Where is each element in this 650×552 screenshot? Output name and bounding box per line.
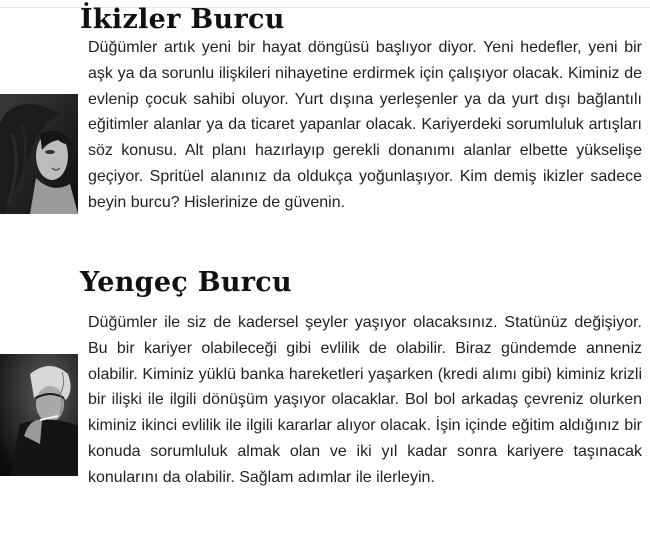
section-title-ikizler: İkizler Burcu	[80, 4, 285, 35]
smoking-woman-icon	[0, 354, 78, 476]
section-title-yengec: Yengeç Burcu	[80, 267, 292, 298]
woman-portrait-image	[0, 94, 78, 214]
section-text-yengec: Düğümler ile siz de kadersel şeyler yaşıyor olacaksınız. Statünüz değişiyor. Bu bir kariyer olabileceği gibi evlilik de olabilir. Biraz gündemde anneniz olabilir. Kiminiz yüklü banka hareketleri yaşarken (kredi alımı gibi) kiminiz krizli bir ilişki ile ilgili dönüşüm yaşıyor olacaklar. Bol bol arkadaş çevreniz olurken kiminiz ikinci evlilik ile ilgili kararlar alıyor olacak. İşin içinde eğitim aldığınız bir konuda sorumluluk almak olan ve iki yıl kadar sonra kariyere taşınacak konularını da olabilir. Sağlam adımlar ile ilerleyin.	[88, 314, 642, 486]
smoking-woman-image	[0, 354, 78, 476]
section-text-ikizler: Düğümler artık yeni bir hayat döngüsü başlıyor diyor. Yeni hedefler, yeni bir aşk ya da sorunlu ilişkileri nihayetine erdirmek için çalışıyor olacak. Kiminiz de evlenip çocuk sahibi oluyor. Yurt dışına yerleşenler ya da yurt dışı bağlantılı eğitimler alanlar ya da ticaret yapanlar olacak. Kariyerdeki sorumluluk artışları söz konusu. Alt planı hazırlayıp gerekli donanımı alanlar elbette yükselişe geçiyor. Spritüel alanınız da oldukça yoğunlaşıyor. Kim demiş ikizler sadece beyin burcu? Hislerinize de güvenin.	[88, 39, 642, 211]
woman-portrait-icon	[0, 94, 78, 214]
